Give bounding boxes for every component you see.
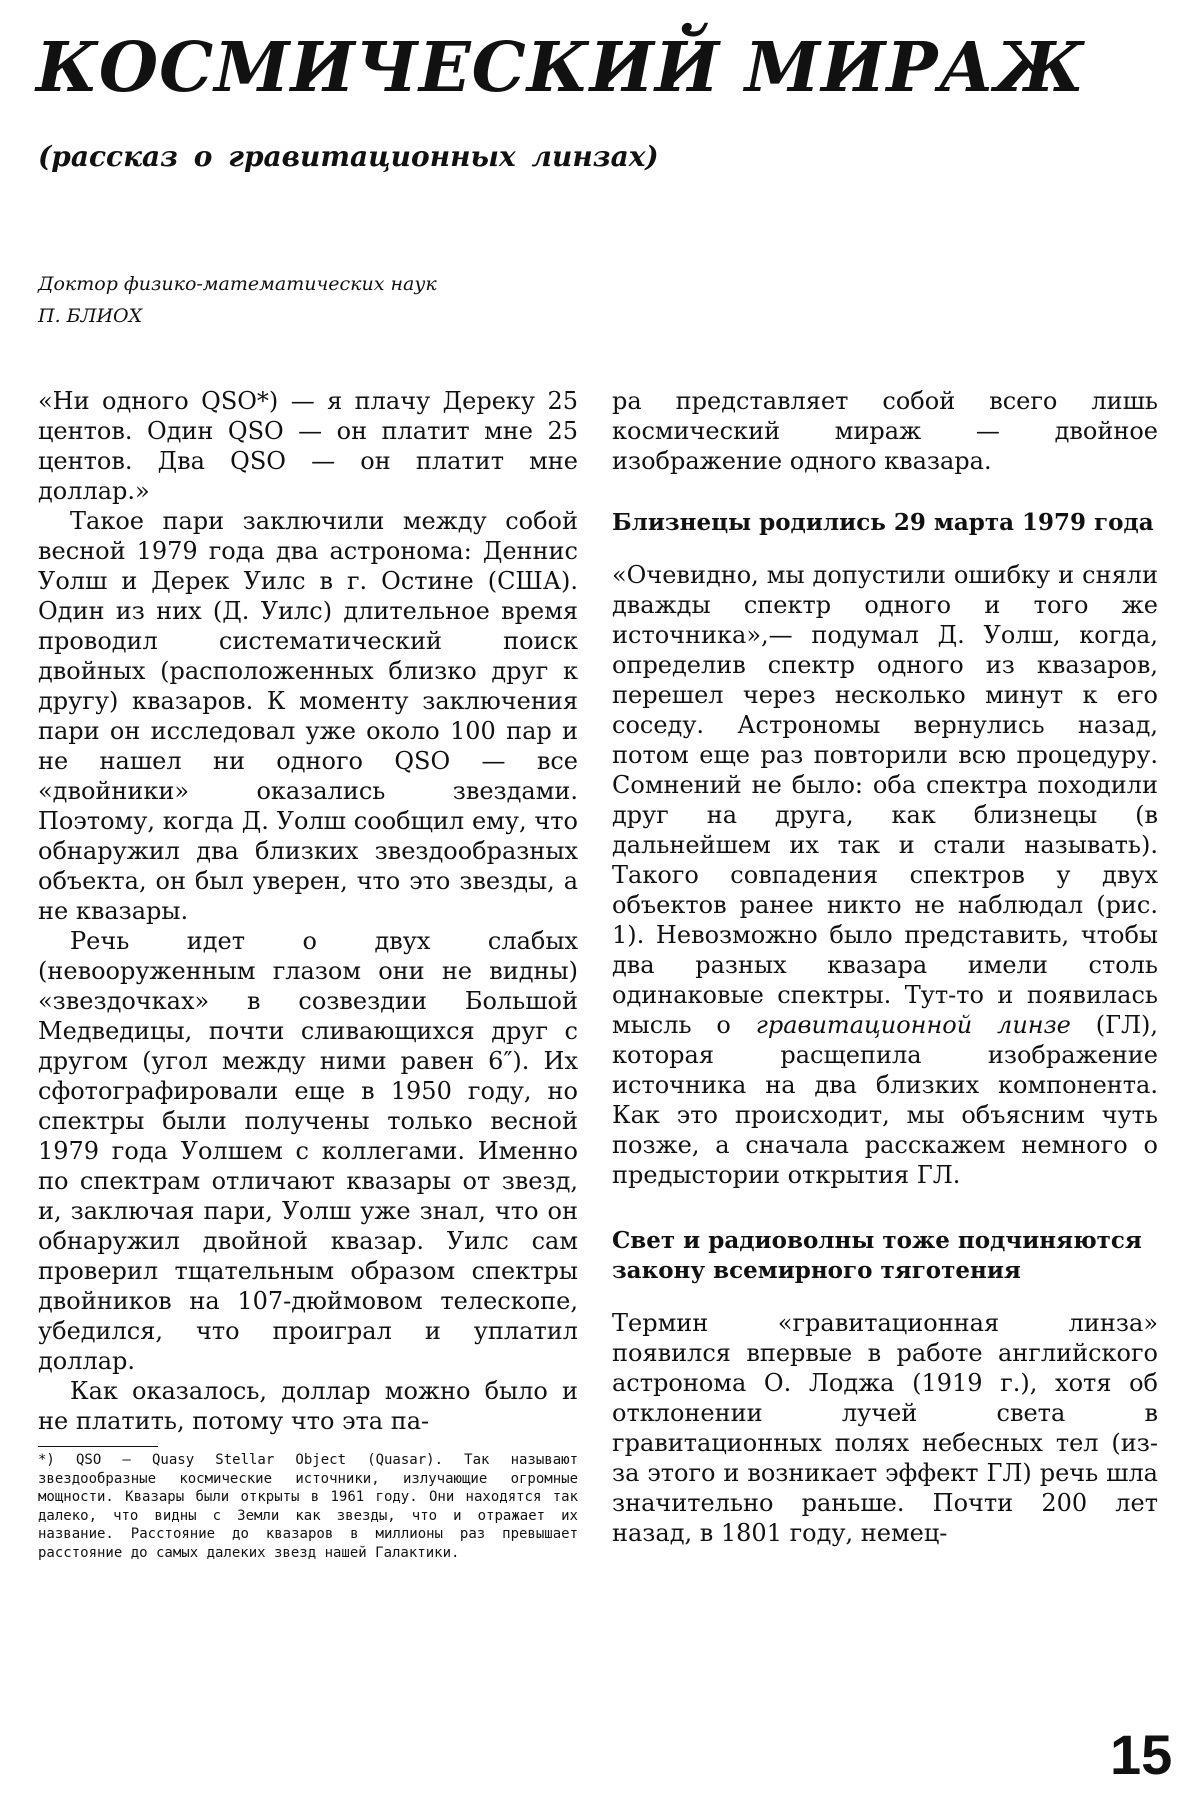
body-paragraph: Речь идет о двух слабых (невооруженным глазом они не видны) «звездочках» в созвездии Большой Медведицы, почти сливающихся друг с другом (угол между ними равен 6″). Их сфотографировали еще в 1950 году, но спектры были получены только весной 1979 года Уолшем с коллегами. Именно по спектрам отличают квазары от звезд, и, заключая пари, Уолш уже знал, что он обнаружил двойной квазар. Уилс сам проверил тщательным образом спектры двойников на 107-дюймовом телескопе, убедился, что проиграл и уплатил доллар.	[38, 927, 578, 1375]
emphasized-term: гравитационной линзе	[755, 1011, 1071, 1039]
body-paragraph	[612, 560, 1158, 1190]
epigraph-paragraph: «Ни одного QSO*) — я плачу Дереку 25 центов. Один QSO — он платит мне 25 центов. Два QSO — он платит мне доллар.»	[38, 387, 578, 505]
author-block	[38, 268, 437, 332]
page-number: 15	[1110, 1723, 1173, 1786]
right-column	[612, 386, 1158, 1548]
section-heading: Близнецы родились 29 марта 1979 года	[612, 509, 1154, 536]
body-paragraph: Термин «гравитационная линза» появился впервые в работе английского астронома О. Лоджа (1919 г.), хотя об отклонении лучей света в гравитационных полях небесных тел (из-за этого и возникает эффект ГЛ) речь шла значительно раньше. Почти 200 лет назад, в 1801 году, немец-	[612, 1309, 1158, 1547]
left-column	[38, 386, 578, 1562]
footnote: *) QSO — Quasy Stellar Object (Quasar). Так называют звездообразные космические источники, излучающие огромные мощности. Квазары были открыты в 1961 году. Они находятся так далеко, что видны с Земли как звезды, что и отражает их название. Расстояние до квазаров в миллионы раз превышает расстояние до самых далеких звезд нашей Галактики.	[38, 1452, 578, 1561]
body-paragraph: ра представляет собой всего лишь космический мираж — двойное изображение одного квазара.	[612, 387, 1158, 475]
footnote-divider	[38, 1446, 158, 1447]
author-degree: Доктор физико-математических наук	[38, 273, 437, 295]
article-subtitle: (рассказ о гравитационных линзах)	[38, 140, 659, 173]
body-text: (ГЛ), которая расщепила изображение источника на два близких компонента. Как это происходит, мы объясним чуть позже, а сначала расскажем немного о предыстории открытия ГЛ.	[612, 1011, 1159, 1189]
body-paragraph: Такое пари заключили между собой весной 1979 года два астронома: Деннис Уолш и Дерек Уилс в г. Остине (США). Один из них (Д. Уилс) длительное время проводил систематический поиск двойных (расположенных близко друг к другу) квазаров. К моменту заключения пари он исследовал уже около 100 пар и не нашел ни одного QSO — все «двойники» оказались звездами. Поэтому, когда Д. Уолш сообщил ему, что обнаружил два близких звездообразных объекта, он был уверен, что это звезды, а не квазары.	[38, 507, 578, 925]
body-paragraph: Как оказалось, доллар можно было и не платить, потому что эта па-	[38, 1377, 578, 1435]
article-title: КОСМИЧЕСКИЙ МИРАЖ	[36, 28, 1086, 108]
section-heading: Свет и радиоволны тоже подчиняются закону всемирного тяготения	[612, 1227, 1142, 1284]
body-text: «Очевидно, мы допустили ошибку и сняли дважды спектр одного и того же источника»,— подумал Д. Уолш, когда, определив спектр одного из квазаров, перешел через несколько минут к его соседу. Астрономы вернулись назад, потом еще раз повторили всю процедуру. Сомнений не было: оба спектра походили друг на друга, как близнецы (в дальнейшем их так и стали называть). Такого совпадения спектров у двух объектов ранее никто не наблюдал (рис. 1). Невозможно было представить, чтобы два разных квазара имели столь одинаковые спектры. Тут-то и появилась мысль о	[612, 561, 1158, 1039]
author-name: П. БЛИОХ	[38, 305, 143, 327]
